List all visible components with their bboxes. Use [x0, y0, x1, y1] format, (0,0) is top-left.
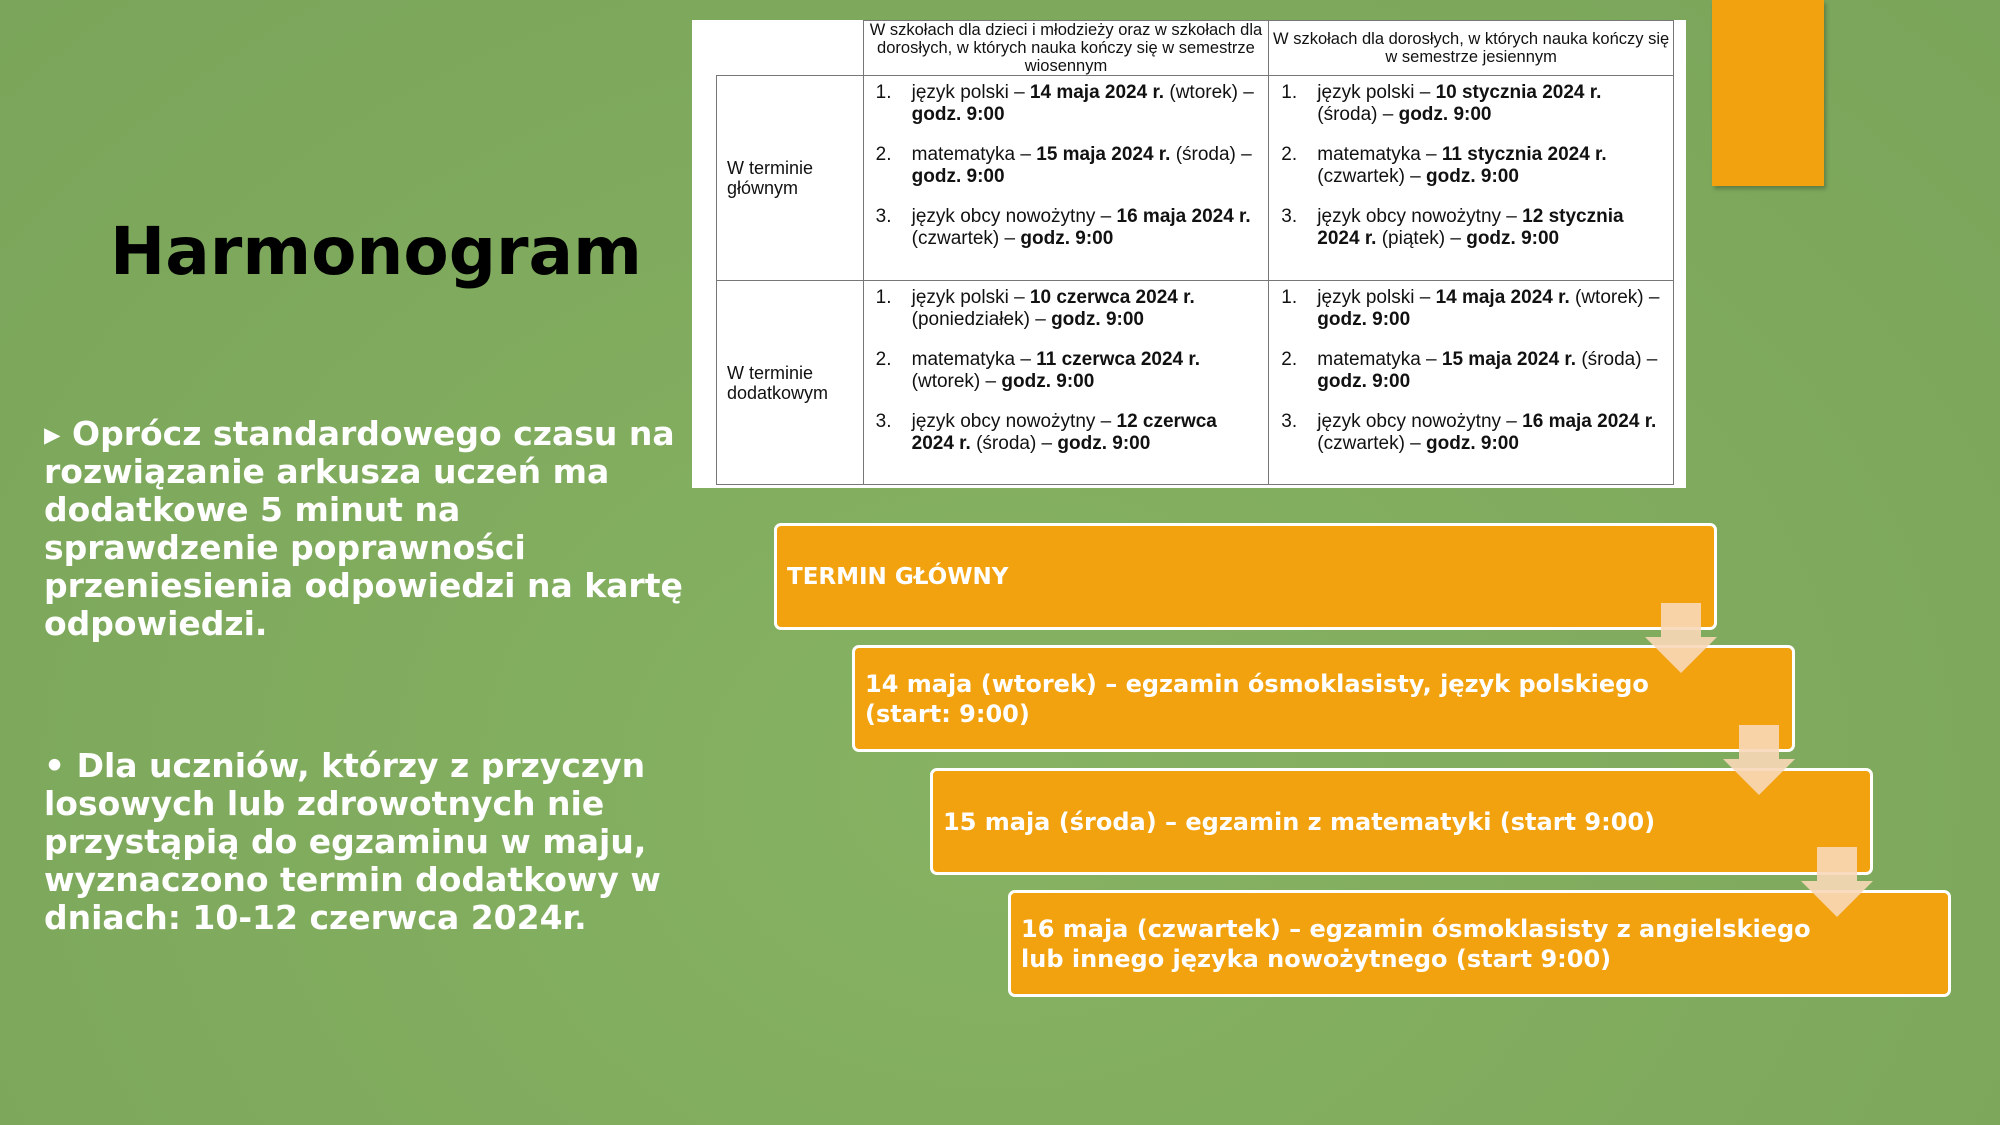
item-number: 2. — [875, 349, 892, 370]
bullet-extra-time: ▸ Oprócz standardowego czasu na rozwiązanie arkusza uczeń ma dodatkowe 5 minut na sprawdzenie poprawności przeniesienia odpowiedzi na kartę odpowiedzi. — [44, 414, 683, 643]
item-text: godz. 9:00 — [1020, 228, 1114, 249]
schedule-item — [1281, 206, 1661, 250]
item-text: język obcy nowożytny – — [911, 411, 1117, 432]
arrow-down-icon — [1801, 847, 1873, 917]
item-text: (wtorek) – — [1569, 287, 1660, 308]
item-text: (czwartek) – — [1317, 166, 1427, 187]
item-text: godz. 9:00 — [911, 166, 1005, 187]
schedule-cell — [1269, 281, 1674, 485]
item-number: 3. — [875, 411, 892, 432]
item-text: 16 maja 2024 r. — [1116, 206, 1251, 227]
table-row — [717, 281, 1674, 485]
item-number: 2. — [875, 144, 892, 165]
schedule-table-image — [692, 20, 1686, 488]
page-title: Harmonogram — [110, 213, 642, 290]
schedule-item — [1281, 349, 1661, 393]
item-text: godz. 9:00 — [1051, 309, 1144, 330]
item-text: język polski – — [1317, 82, 1436, 103]
item-text: język polski – — [911, 287, 1030, 308]
item-number: 1. — [1281, 287, 1298, 308]
arrow-down-icon — [1723, 725, 1795, 795]
item-text: matematyka – — [1317, 349, 1442, 370]
item-text: język obcy nowożytny – — [1317, 206, 1523, 227]
item-text: (wtorek) – — [911, 371, 1002, 392]
item-text: 16 maja 2024 r. — [1522, 411, 1657, 432]
item-text: (wtorek) – — [1164, 82, 1254, 103]
item-text: język polski – — [1317, 287, 1436, 308]
item-number: 2. — [1281, 349, 1298, 370]
schedule-item — [875, 411, 1257, 455]
arrow-down-icon — [1645, 603, 1717, 673]
column-header: W szkołach dla dorosłych, w których nauka kończy się w semestrze jesiennym — [1269, 21, 1674, 76]
item-text: 11 stycznia 2024 r. — [1441, 144, 1607, 165]
item-text: godz. 9:00 — [1398, 104, 1492, 125]
item-number: 1. — [1281, 82, 1298, 103]
item-text: 10 czerwca 2024 r. — [1029, 287, 1195, 308]
schedule-item — [875, 287, 1257, 331]
schedule-item — [1281, 82, 1661, 126]
item-text: (poniedziałek) – — [911, 309, 1052, 330]
item-text: 15 maja 2024 r. — [1441, 349, 1577, 370]
schedule-item — [875, 349, 1257, 393]
item-text: język obcy nowożytny – — [1317, 411, 1523, 432]
item-text: język polski – — [911, 82, 1030, 103]
row-header: W terminie dodatkowym — [717, 281, 864, 485]
item-text: (piątek) – — [1376, 228, 1467, 249]
item-text: (czwartek) – — [911, 228, 1021, 249]
item-text: godz. 9:00 — [1317, 371, 1411, 392]
item-text: 12 czerwca 2024 r. — [911, 411, 1217, 454]
item-text: 14 maja 2024 r. — [1435, 287, 1570, 308]
item-text: (środa) – — [1317, 104, 1399, 125]
decorative-orange-rectangle — [1712, 0, 1824, 186]
item-text: godz. 9:00 — [1317, 309, 1411, 330]
table-row — [717, 76, 1674, 281]
item-text: język obcy nowożytny – — [911, 206, 1117, 227]
item-text: (środa) – — [1170, 144, 1252, 165]
item-text: godz. 9:00 — [1057, 433, 1151, 454]
item-number: 3. — [1281, 411, 1298, 432]
item-text: godz. 9:00 — [911, 104, 1005, 125]
schedule-item — [1281, 287, 1661, 331]
item-text: (czwartek) – — [1317, 433, 1427, 454]
item-number: 3. — [875, 206, 892, 227]
row-header: W terminie głównym — [717, 76, 864, 281]
schedule-cell — [863, 281, 1269, 485]
item-text: 11 czerwca 2024 r. — [1036, 349, 1201, 370]
item-text: 12 stycznia 2024 r. — [1317, 206, 1624, 249]
item-text: matematyka – — [911, 349, 1037, 370]
schedule-item — [1281, 411, 1661, 455]
item-text: matematyka – — [1317, 144, 1442, 165]
schedule-cell — [1269, 76, 1674, 281]
process-step-main-term: TERMIN GŁÓWNY — [774, 523, 1717, 630]
item-text: matematyka – — [911, 144, 1037, 165]
item-text: godz. 9:00 — [1466, 228, 1560, 249]
item-number: 2. — [1281, 144, 1298, 165]
schedule-item — [875, 82, 1257, 126]
process-step-polish: 14 maja (wtorek) – egzamin ósmoklasisty, język polskiego (start: 9:00) — [852, 645, 1795, 752]
item-text: (środa) – — [1576, 349, 1658, 370]
schedule-item — [875, 206, 1257, 250]
item-text: 14 maja 2024 r. — [1029, 82, 1165, 103]
schedule-table — [716, 20, 1674, 485]
item-number: 1. — [875, 287, 892, 308]
item-text: godz. 9:00 — [1001, 371, 1095, 392]
table-corner — [717, 21, 864, 76]
item-text: (środa) – — [970, 433, 1058, 454]
schedule-cell — [863, 76, 1269, 281]
schedule-item — [875, 144, 1257, 188]
item-number: 3. — [1281, 206, 1298, 227]
item-text: godz. 9:00 — [1426, 433, 1519, 454]
column-header: W szkołach dla dzieci i młodzieży oraz w szkołach dla dorosłych, w których nauka kończy się w semestrze wiosennym — [863, 21, 1269, 76]
process-step-math: 15 maja (środa) – egzamin z matematyki (start 9:00) — [930, 768, 1873, 875]
item-text: godz. 9:00 — [1426, 166, 1519, 187]
item-text: 10 stycznia 2024 r. — [1435, 82, 1602, 103]
bullet-additional-term: • Dla uczniów, którzy z przyczyn losowych lub zdrowotnych nie przystąpią do egzaminu w maju, wyznaczono termin dodatkowy w dniach: 10-12 czerwca 2024r. — [44, 746, 661, 937]
process-step-foreign-language: 16 maja (czwartek) – egzamin ósmoklasisty z angielskiego lub innego języka nowożytnego (start 9:00) — [1008, 890, 1951, 997]
item-text: 15 maja 2024 r. — [1036, 144, 1171, 165]
schedule-item — [1281, 144, 1661, 188]
item-number: 1. — [875, 82, 892, 103]
